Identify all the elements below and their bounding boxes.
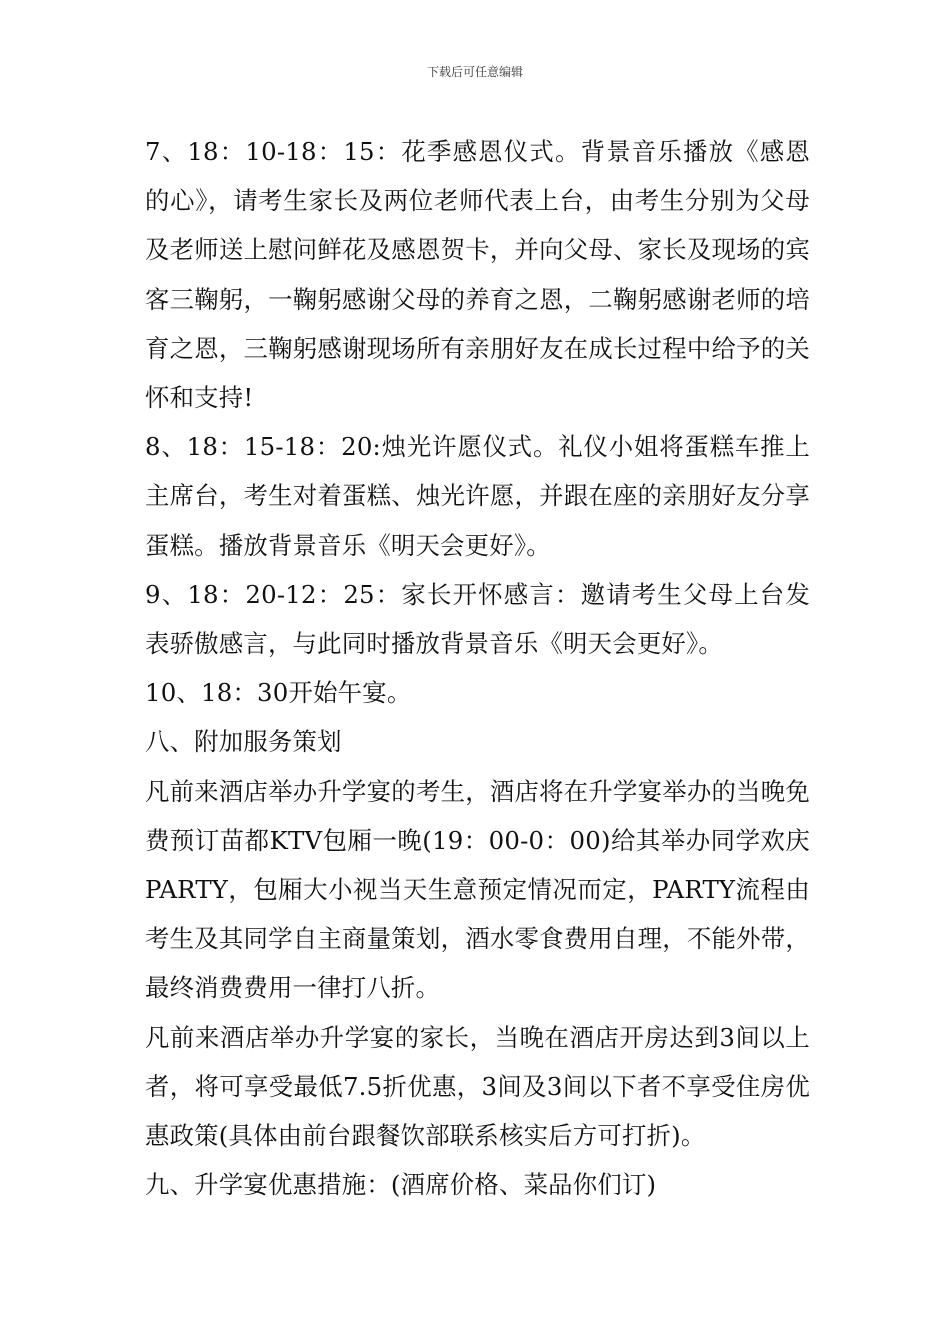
paragraph-item-8: 8、18：15-18：20:烛光许愿仪式。礼仪小姐将蛋糕车推上主席台，考生对着蛋糕、烛光许愿，并跟在座的亲朋好友分享蛋糕。播放背景音乐《明天会更好》。 [145, 432, 810, 560]
paragraph-item-7: 7、18：10-18：15：花季感恩仪式。背景音乐播放《感恩的心》，请考生家长及两位老师代表上台，由考生分别为父母及老师送上慰问鲜花及感恩贺卡，并向父母、家长及现场的宾客三鞠躬，一鞠躬感谢父母的养育之恩，二鞠躬感谢老师的培育之恩，三鞠躬感谢现场所有亲朋好友在成长过程中给予的关怀和支持! [145, 137, 810, 413]
paragraph-item-9: 9、18：20-12：25：家长开怀感言：邀请考生父母上台发表骄傲感言，与此同时播放背景音乐《明天会更好》。 [145, 579, 810, 659]
page-header: 下载后可任意编辑 [426, 65, 523, 79]
section-heading-8: 八、附加服务策划 [145, 727, 342, 757]
document-body [145, 127, 810, 1209]
section-heading-9: 九、升学宴优惠措施：(酒席价格、菜品你们订) [145, 1170, 657, 1200]
paragraph-item-10: 10、18：30开始午宴。 [145, 678, 412, 708]
paragraph-student-service: 凡前来酒店举办升学宴的考生，酒店将在升学宴举办的当晚免费预订苗都KTV包厢一晚(19：00-0：00)给其举办同学欢庆PARTY，包厢大小视当天生意预定情况而定，PARTY流程由考生及其同学自主商量策划，酒水零食费用自理，不能外带，最终消费费用一律打八折。 [145, 776, 810, 1003]
paragraph-parent-service: 凡前来酒店举办升学宴的家长，当晚在酒店开房达到3间以上者，将可享受最低7.5折优惠，3间及3间以下者不享受住房优惠政策(具体由前台跟餐饮部联系核实后方可打折)。 [145, 1022, 810, 1151]
